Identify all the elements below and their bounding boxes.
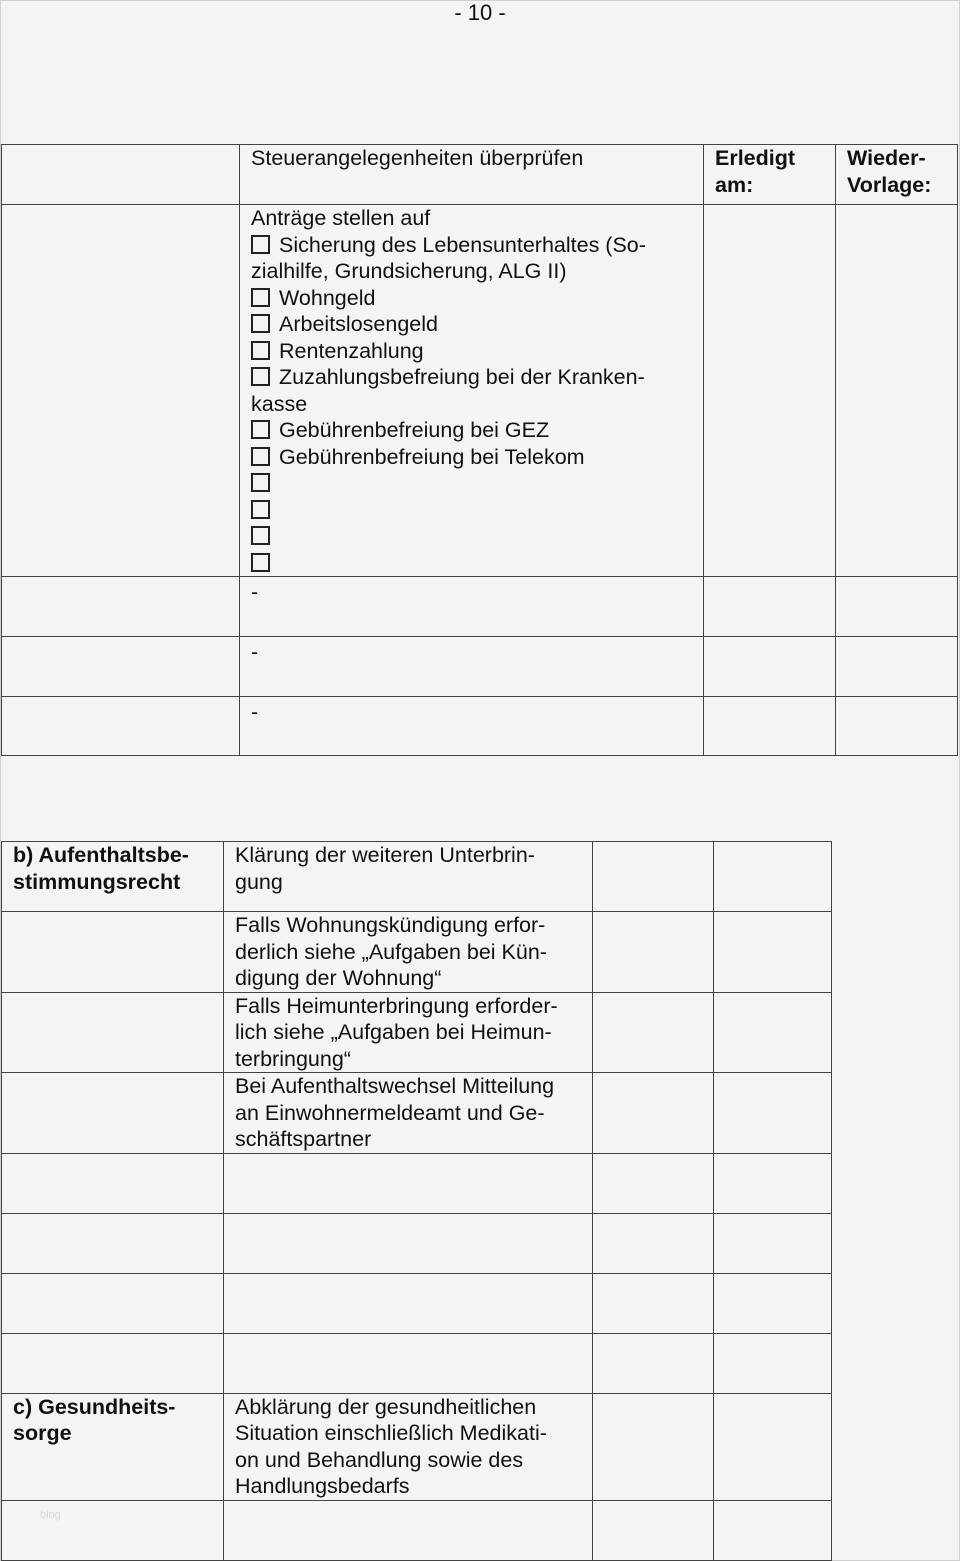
erledigt-cell[interactable] (704, 697, 836, 756)
erledigt-cell[interactable] (593, 912, 714, 993)
task-title: Steuerangelegenheiten überprüfen (251, 146, 584, 170)
task-cell (240, 697, 704, 756)
checkbox[interactable] (251, 288, 270, 307)
task-cell (224, 1073, 593, 1154)
table-row (2, 577, 958, 637)
category-cell (2, 1333, 224, 1393)
table-row (2, 205, 958, 577)
wiedervorlage-cell[interactable] (836, 577, 958, 637)
erledigt-cell[interactable] (593, 992, 714, 1073)
checkbox-item[interactable] (251, 364, 703, 391)
wiedervorlage-cell[interactable] (836, 637, 958, 697)
task-cell (224, 912, 593, 993)
watermark: blog (40, 1509, 61, 1521)
page-number: - 10 - (454, 0, 506, 25)
table-row (2, 912, 832, 993)
checkbox[interactable] (251, 314, 270, 333)
wiedervorlage-cell[interactable] (714, 1073, 832, 1154)
task-text: Falls Heimunterbringung erforder- (235, 993, 558, 1018)
table-row (2, 1073, 832, 1154)
dash-text: - (251, 580, 259, 604)
checkbox-item[interactable] (251, 311, 703, 338)
erledigt-cell[interactable] (593, 1500, 714, 1560)
task-text: derlich siehe „Aufgaben bei Kün- (235, 939, 547, 964)
task-table-residence-health (1, 841, 832, 1561)
erledigt-cell[interactable] (593, 1073, 714, 1154)
task-text: gung (235, 869, 283, 894)
task-table-finances (1, 144, 958, 756)
checkbox-label-cont: zialhilfe, Grundsicherung, ALG II) (251, 259, 567, 283)
checkbox-label: Wohngeld (279, 285, 376, 310)
category-cell (2, 577, 240, 637)
task-cell (240, 577, 704, 637)
checkbox[interactable] (251, 447, 270, 466)
task-text: terbringung“ (235, 1046, 351, 1071)
table-row-empty (2, 1273, 832, 1333)
dash-text: - (251, 700, 259, 724)
wiedervorlage-cell[interactable] (714, 992, 832, 1073)
category-cell (2, 205, 240, 577)
task-cell (240, 637, 704, 697)
table-row (2, 992, 832, 1073)
erledigt-cell[interactable] (593, 842, 714, 912)
checkbox[interactable] (251, 341, 270, 360)
wiedervorlage-cell[interactable] (714, 912, 832, 993)
task-text: Abklärung der gesundheitlichen (235, 1394, 537, 1419)
dash-text: - (251, 640, 259, 664)
checkbox-item[interactable] (251, 285, 703, 312)
antraege-cell (240, 205, 704, 577)
category-cell (2, 145, 240, 205)
category-cell (2, 1153, 224, 1213)
category-cell (2, 1273, 224, 1333)
section-label-line: c) Gesundheits- (13, 1394, 176, 1419)
category-cell (2, 912, 224, 993)
task-text: schäftspartner (235, 1127, 372, 1151)
task-cell (240, 145, 704, 205)
section-c-label (2, 1393, 224, 1500)
task-text: Handlungsbedarfs (235, 1474, 410, 1498)
checkbox-label: Zuzahlungsbefreiung bei der Kranken- (279, 365, 645, 389)
header-erledigt-line: Erledigt (715, 146, 796, 170)
table-row (2, 697, 958, 756)
checkbox-item-empty[interactable] (251, 470, 703, 497)
table-row-empty (2, 1500, 832, 1560)
table-row-empty (2, 1333, 832, 1393)
table-header-row (2, 145, 958, 205)
wiedervorlage-cell[interactable] (836, 205, 958, 577)
task-text: digung der Wohnung“ (235, 966, 442, 990)
task-text: on und Behandlung sowie des (235, 1447, 524, 1472)
checkbox-item[interactable] (251, 338, 703, 365)
section-label-line: sorge (13, 1421, 72, 1445)
section-label-line: b) Aufenthaltsbe- (13, 843, 189, 867)
checkbox-label-cont: kasse (251, 391, 308, 416)
category-cell (2, 637, 240, 697)
table-row-empty (2, 1153, 832, 1213)
header-wiedervorlage-line: Wieder- (847, 146, 926, 170)
category-cell (2, 992, 224, 1073)
table-row-empty (2, 1213, 832, 1273)
category-cell (2, 1500, 224, 1560)
category-cell (2, 697, 240, 756)
wiedervorlage-cell[interactable] (714, 1213, 832, 1273)
erledigt-cell[interactable] (593, 1333, 714, 1393)
header-erledigt-line: am: (715, 172, 754, 197)
task-cell (224, 992, 593, 1073)
section-label-line: stimmungsrecht (13, 869, 181, 894)
checkbox[interactable] (251, 473, 270, 492)
checkbox-item[interactable] (251, 232, 703, 259)
task-text: Bei Aufenthaltswechsel Mitteilung (235, 1074, 555, 1098)
antraege-heading: Anträge stellen auf (251, 206, 431, 230)
checkbox-item-empty[interactable] (251, 523, 703, 550)
task-cell[interactable] (224, 1213, 593, 1273)
checkbox-label: Arbeitslosengeld (279, 312, 438, 336)
task-text: Klärung der weiteren Unterbrin- (235, 843, 535, 867)
wiedervorlage-cell[interactable] (714, 1393, 832, 1500)
table-row (2, 637, 958, 697)
header-wiedervorlage (836, 145, 958, 205)
wiedervorlage-cell[interactable] (836, 697, 958, 756)
wiedervorlage-cell[interactable] (714, 1500, 832, 1560)
task-text: Falls Wohnungskündigung erfor- (235, 913, 546, 937)
checkbox[interactable] (251, 420, 270, 439)
checkbox-item[interactable] (251, 417, 703, 444)
checkbox-item-empty[interactable] (251, 550, 703, 577)
checkbox[interactable] (251, 235, 270, 254)
wiedervorlage-cell[interactable] (714, 842, 832, 912)
wiedervorlage-cell[interactable] (714, 1273, 832, 1333)
task-cell (224, 842, 593, 912)
task-cell[interactable] (224, 1153, 593, 1213)
table-row (2, 842, 832, 912)
checkbox-item-empty[interactable] (251, 497, 703, 524)
wiedervorlage-cell[interactable] (714, 1333, 832, 1393)
wiedervorlage-cell[interactable] (714, 1153, 832, 1213)
checkbox-label: Gebührenbefreiung bei Telekom (279, 444, 585, 469)
checkbox[interactable] (251, 526, 270, 545)
section-b-label (2, 842, 224, 912)
erledigt-cell[interactable] (593, 1393, 714, 1500)
checkbox[interactable] (251, 553, 270, 572)
task-text: an Einwohnermeldeamt und Ge- (235, 1100, 545, 1125)
checkbox-label: Gebührenbefreiung bei GEZ (279, 418, 550, 442)
checkbox-label: Sicherung des Lebensunterhaltes (So- (279, 232, 646, 257)
erledigt-cell[interactable] (704, 637, 836, 697)
task-text: Situation einschließlich Medikati- (235, 1421, 547, 1445)
task-cell[interactable] (224, 1273, 593, 1333)
checkbox[interactable] (251, 500, 270, 519)
category-cell (2, 1213, 224, 1273)
header-erledigt (704, 145, 836, 205)
checkbox-item[interactable] (251, 444, 703, 471)
erledigt-cell[interactable] (593, 1153, 714, 1213)
task-text: lich siehe „Aufgaben bei Heimun- (235, 1020, 552, 1044)
table-row (2, 1393, 832, 1500)
erledigt-cell[interactable] (704, 205, 836, 577)
checkbox[interactable] (251, 367, 270, 386)
checkbox-label: Rentenzahlung (279, 338, 424, 363)
header-wiedervorlage-line: Vorlage: (847, 172, 932, 197)
erledigt-cell[interactable] (593, 1213, 714, 1273)
erledigt-cell[interactable] (593, 1273, 714, 1333)
erledigt-cell[interactable] (704, 577, 836, 637)
task-cell[interactable] (224, 1500, 593, 1560)
category-cell (2, 1073, 224, 1154)
task-cell[interactable] (224, 1333, 593, 1393)
task-cell (224, 1393, 593, 1500)
